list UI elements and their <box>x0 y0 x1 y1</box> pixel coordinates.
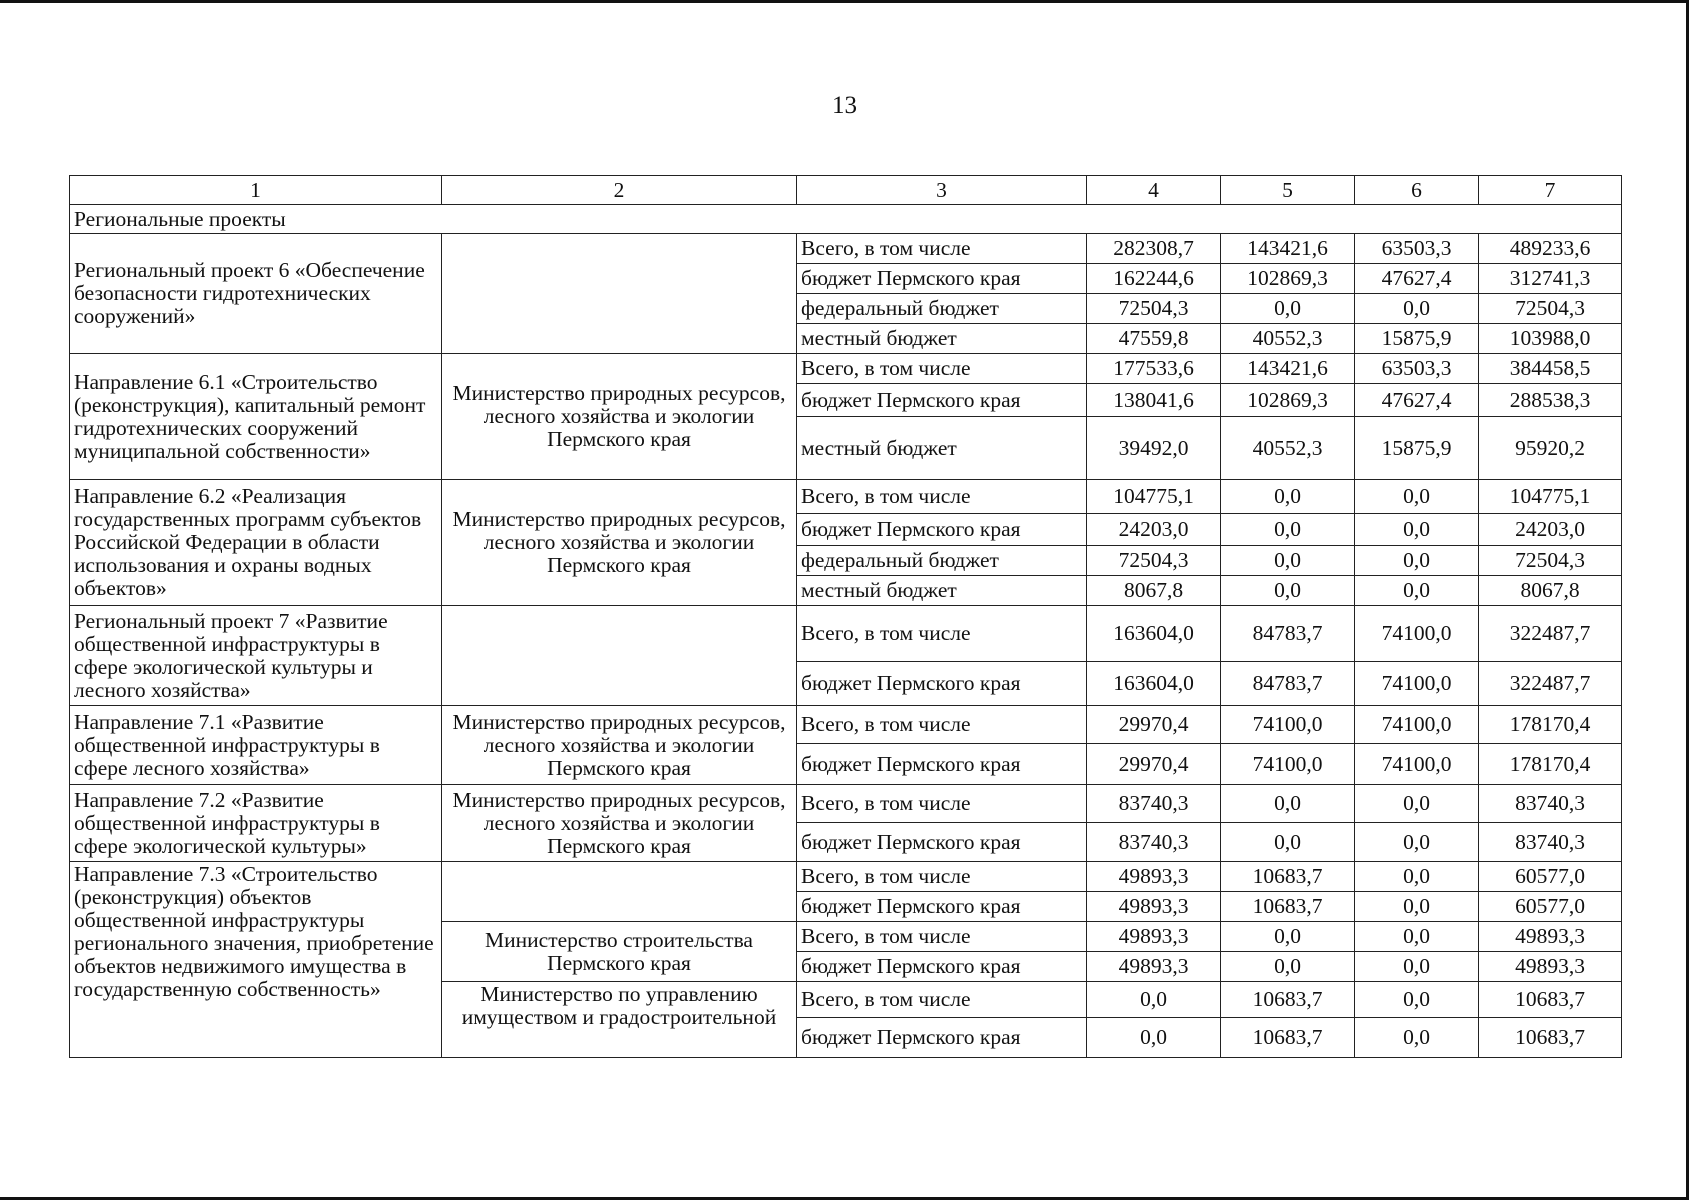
value-cell: 74100,0 <box>1221 744 1355 785</box>
value-cell: 10683,7 <box>1221 892 1355 922</box>
value-cell: 40552,3 <box>1221 417 1355 480</box>
value-cell: 15875,9 <box>1355 324 1479 354</box>
value-cell: 178170,4 <box>1479 706 1622 744</box>
value-cell: 24203,0 <box>1479 514 1622 546</box>
value-cell: 0,0 <box>1221 576 1355 606</box>
table-row <box>70 234 1622 264</box>
responsible-executor: Министерство по управлению имуществом и градостроительной <box>442 982 797 1058</box>
value-cell: 322487,7 <box>1479 606 1622 662</box>
column-header: 2 <box>442 176 797 205</box>
value-cell: 0,0 <box>1355 823 1479 862</box>
value-cell: 0,0 <box>1355 922 1479 952</box>
value-cell: 178170,4 <box>1479 744 1622 785</box>
value-cell: 0,0 <box>1355 892 1479 922</box>
value-cell: 0,0 <box>1221 922 1355 952</box>
column-header: 6 <box>1355 176 1479 205</box>
value-cell: 29970,4 <box>1087 744 1221 785</box>
direction-name: Направление 7.3 «Строительство (реконструкция) объектов общественной инфраструктуры регионального значения, приобретение объектов недвижимого имущества в государственную собственность» <box>70 862 442 1058</box>
value-cell: 177533,6 <box>1087 354 1221 384</box>
value-cell: 74100,0 <box>1221 706 1355 744</box>
value-cell: 143421,6 <box>1221 354 1355 384</box>
value-cell: 288538,3 <box>1479 384 1622 417</box>
value-cell: 49893,3 <box>1087 892 1221 922</box>
page-number: 13 <box>832 92 857 119</box>
value-cell: 0,0 <box>1355 480 1479 514</box>
responsible-executor: Министерство природных ресурсов, лесного хозяйства и экологии Пермского края <box>442 480 797 606</box>
value-cell: 40552,3 <box>1221 324 1355 354</box>
funding-source: бюджет Пермского края <box>797 892 1087 922</box>
value-cell: 83740,3 <box>1479 823 1622 862</box>
table-row <box>70 785 1622 823</box>
value-cell: 49893,3 <box>1479 952 1622 982</box>
direction-name: Направление 6.1 «Строительство (реконструкция), капитальный ремонт гидротехнических сооружений муниципальной собственности» <box>70 354 442 480</box>
value-cell: 0,0 <box>1087 1018 1221 1058</box>
value-cell: 49893,3 <box>1087 952 1221 982</box>
value-cell: 0,0 <box>1355 862 1479 892</box>
value-cell: 0,0 <box>1221 785 1355 823</box>
funding-source: бюджет Пермского края <box>797 952 1087 982</box>
value-cell: 0,0 <box>1355 952 1479 982</box>
budget-table <box>69 175 1622 1058</box>
value-cell: 74100,0 <box>1355 706 1479 744</box>
value-cell: 83740,3 <box>1087 785 1221 823</box>
value-cell: 163604,0 <box>1087 662 1221 706</box>
value-cell: 312741,3 <box>1479 264 1622 294</box>
value-cell: 0,0 <box>1221 294 1355 324</box>
value-cell: 10683,7 <box>1479 1018 1622 1058</box>
funding-source: бюджет Пермского края <box>797 264 1087 294</box>
responsible-executor <box>442 234 797 354</box>
column-header: 4 <box>1087 176 1221 205</box>
value-cell: 0,0 <box>1355 294 1479 324</box>
value-cell: 10683,7 <box>1221 1018 1355 1058</box>
value-cell: 489233,6 <box>1479 234 1622 264</box>
funding-source: Всего, в том числе <box>797 706 1087 744</box>
table-row <box>70 606 1622 662</box>
value-cell: 47627,4 <box>1355 384 1479 417</box>
table-row <box>70 706 1622 744</box>
funding-source: Всего, в том числе <box>797 234 1087 264</box>
value-cell: 72504,3 <box>1087 294 1221 324</box>
responsible-executor: Министерство природных ресурсов, лесного хозяйства и экологии Пермского края <box>442 785 797 862</box>
funding-source: местный бюджет <box>797 417 1087 480</box>
value-cell: 72504,3 <box>1479 294 1622 324</box>
value-cell: 0,0 <box>1355 785 1479 823</box>
value-cell: 0,0 <box>1355 514 1479 546</box>
value-cell: 102869,3 <box>1221 384 1355 417</box>
value-cell: 10683,7 <box>1221 862 1355 892</box>
value-cell: 103988,0 <box>1479 324 1622 354</box>
column-header: 3 <box>797 176 1087 205</box>
funding-source: федеральный бюджет <box>797 546 1087 576</box>
funding-source: Всего, в том числе <box>797 606 1087 662</box>
value-cell: 74100,0 <box>1355 606 1479 662</box>
value-cell: 83740,3 <box>1087 823 1221 862</box>
value-cell: 384458,5 <box>1479 354 1622 384</box>
funding-source: бюджет Пермского края <box>797 1018 1087 1058</box>
value-cell: 0,0 <box>1087 982 1221 1018</box>
funding-source: бюджет Пермского края <box>797 744 1087 785</box>
value-cell: 8067,8 <box>1479 576 1622 606</box>
column-header: 5 <box>1221 176 1355 205</box>
value-cell: 47627,4 <box>1355 264 1479 294</box>
responsible-executor: Министерство природных ресурсов, лесного хозяйства и экологии Пермского края <box>442 354 797 480</box>
value-cell: 104775,1 <box>1087 480 1221 514</box>
value-cell: 102869,3 <box>1221 264 1355 294</box>
responsible-executor: Министерство природных ресурсов, лесного хозяйства и экологии Пермского края <box>442 706 797 785</box>
value-cell: 49893,3 <box>1087 922 1221 952</box>
value-cell: 104775,1 <box>1479 480 1622 514</box>
value-cell: 84783,7 <box>1221 606 1355 662</box>
value-cell: 72504,3 <box>1479 546 1622 576</box>
funding-source: Всего, в том числе <box>797 982 1087 1018</box>
value-cell: 282308,7 <box>1087 234 1221 264</box>
value-cell: 10683,7 <box>1479 982 1622 1018</box>
value-cell: 0,0 <box>1221 514 1355 546</box>
responsible-executor <box>442 862 797 922</box>
value-cell: 63503,3 <box>1355 354 1479 384</box>
table-row <box>70 862 1622 892</box>
section-row <box>70 205 1622 234</box>
column-header: 1 <box>70 176 442 205</box>
section-title: Региональные проекты <box>70 205 1622 234</box>
value-cell: 84783,7 <box>1221 662 1355 706</box>
value-cell: 74100,0 <box>1355 744 1479 785</box>
funding-source: Всего, в том числе <box>797 785 1087 823</box>
value-cell: 0,0 <box>1221 952 1355 982</box>
value-cell: 138041,6 <box>1087 384 1221 417</box>
responsible-executor <box>442 606 797 706</box>
project-name: Региональный проект 6 «Обеспечение безопасности гидротехнических сооружений» <box>70 234 442 354</box>
page-border-top <box>0 0 1689 3</box>
value-cell: 15875,9 <box>1355 417 1479 480</box>
funding-source: бюджет Пермского края <box>797 514 1087 546</box>
funding-source: федеральный бюджет <box>797 294 1087 324</box>
value-cell: 0,0 <box>1355 982 1479 1018</box>
funding-source: бюджет Пермского края <box>797 662 1087 706</box>
funding-source: бюджет Пермского края <box>797 384 1087 417</box>
value-cell: 24203,0 <box>1087 514 1221 546</box>
value-cell: 0,0 <box>1221 823 1355 862</box>
funding-source: местный бюджет <box>797 324 1087 354</box>
responsible-executor: Министерство строительства Пермского края <box>442 922 797 982</box>
value-cell: 8067,8 <box>1087 576 1221 606</box>
value-cell: 47559,8 <box>1087 324 1221 354</box>
value-cell: 143421,6 <box>1221 234 1355 264</box>
table-row <box>70 480 1622 514</box>
value-cell: 10683,7 <box>1221 982 1355 1018</box>
value-cell: 83740,3 <box>1479 785 1622 823</box>
value-cell: 63503,3 <box>1355 234 1479 264</box>
column-header: 7 <box>1479 176 1622 205</box>
value-cell: 0,0 <box>1355 1018 1479 1058</box>
value-cell: 72504,3 <box>1087 546 1221 576</box>
value-cell: 163604,0 <box>1087 606 1221 662</box>
direction-name: Направление 7.2 «Развитие общественной инфраструктуры в сфере экологической культуры» <box>70 785 442 862</box>
value-cell: 0,0 <box>1355 576 1479 606</box>
value-cell: 39492,0 <box>1087 417 1221 480</box>
direction-name: Направление 6.2 «Реализация государственных программ субъектов Российской Федерации в области использования и охраны водных объектов» <box>70 480 442 606</box>
value-cell: 322487,7 <box>1479 662 1622 706</box>
value-cell: 0,0 <box>1355 546 1479 576</box>
value-cell: 49893,3 <box>1479 922 1622 952</box>
value-cell: 162244,6 <box>1087 264 1221 294</box>
funding-source: Всего, в том числе <box>797 354 1087 384</box>
value-cell: 0,0 <box>1221 546 1355 576</box>
direction-name: Направление 7.1 «Развитие общественной инфраструктуры в сфере лесного хозяйства» <box>70 706 442 785</box>
value-cell: 95920,2 <box>1479 417 1622 480</box>
funding-source: бюджет Пермского края <box>797 823 1087 862</box>
header-row <box>70 176 1622 205</box>
funding-source: Всего, в том числе <box>797 862 1087 892</box>
table-row <box>70 354 1622 384</box>
funding-source: Всего, в том числе <box>797 480 1087 514</box>
value-cell: 60577,0 <box>1479 892 1622 922</box>
funding-source: местный бюджет <box>797 576 1087 606</box>
value-cell: 29970,4 <box>1087 706 1221 744</box>
value-cell: 74100,0 <box>1355 662 1479 706</box>
value-cell: 60577,0 <box>1479 862 1622 892</box>
value-cell: 49893,3 <box>1087 862 1221 892</box>
value-cell: 0,0 <box>1221 480 1355 514</box>
funding-source: Всего, в том числе <box>797 922 1087 952</box>
project-name: Региональный проект 7 «Развитие общественной инфраструктуры в сфере экологической культуры и лесного хозяйства» <box>70 606 442 706</box>
